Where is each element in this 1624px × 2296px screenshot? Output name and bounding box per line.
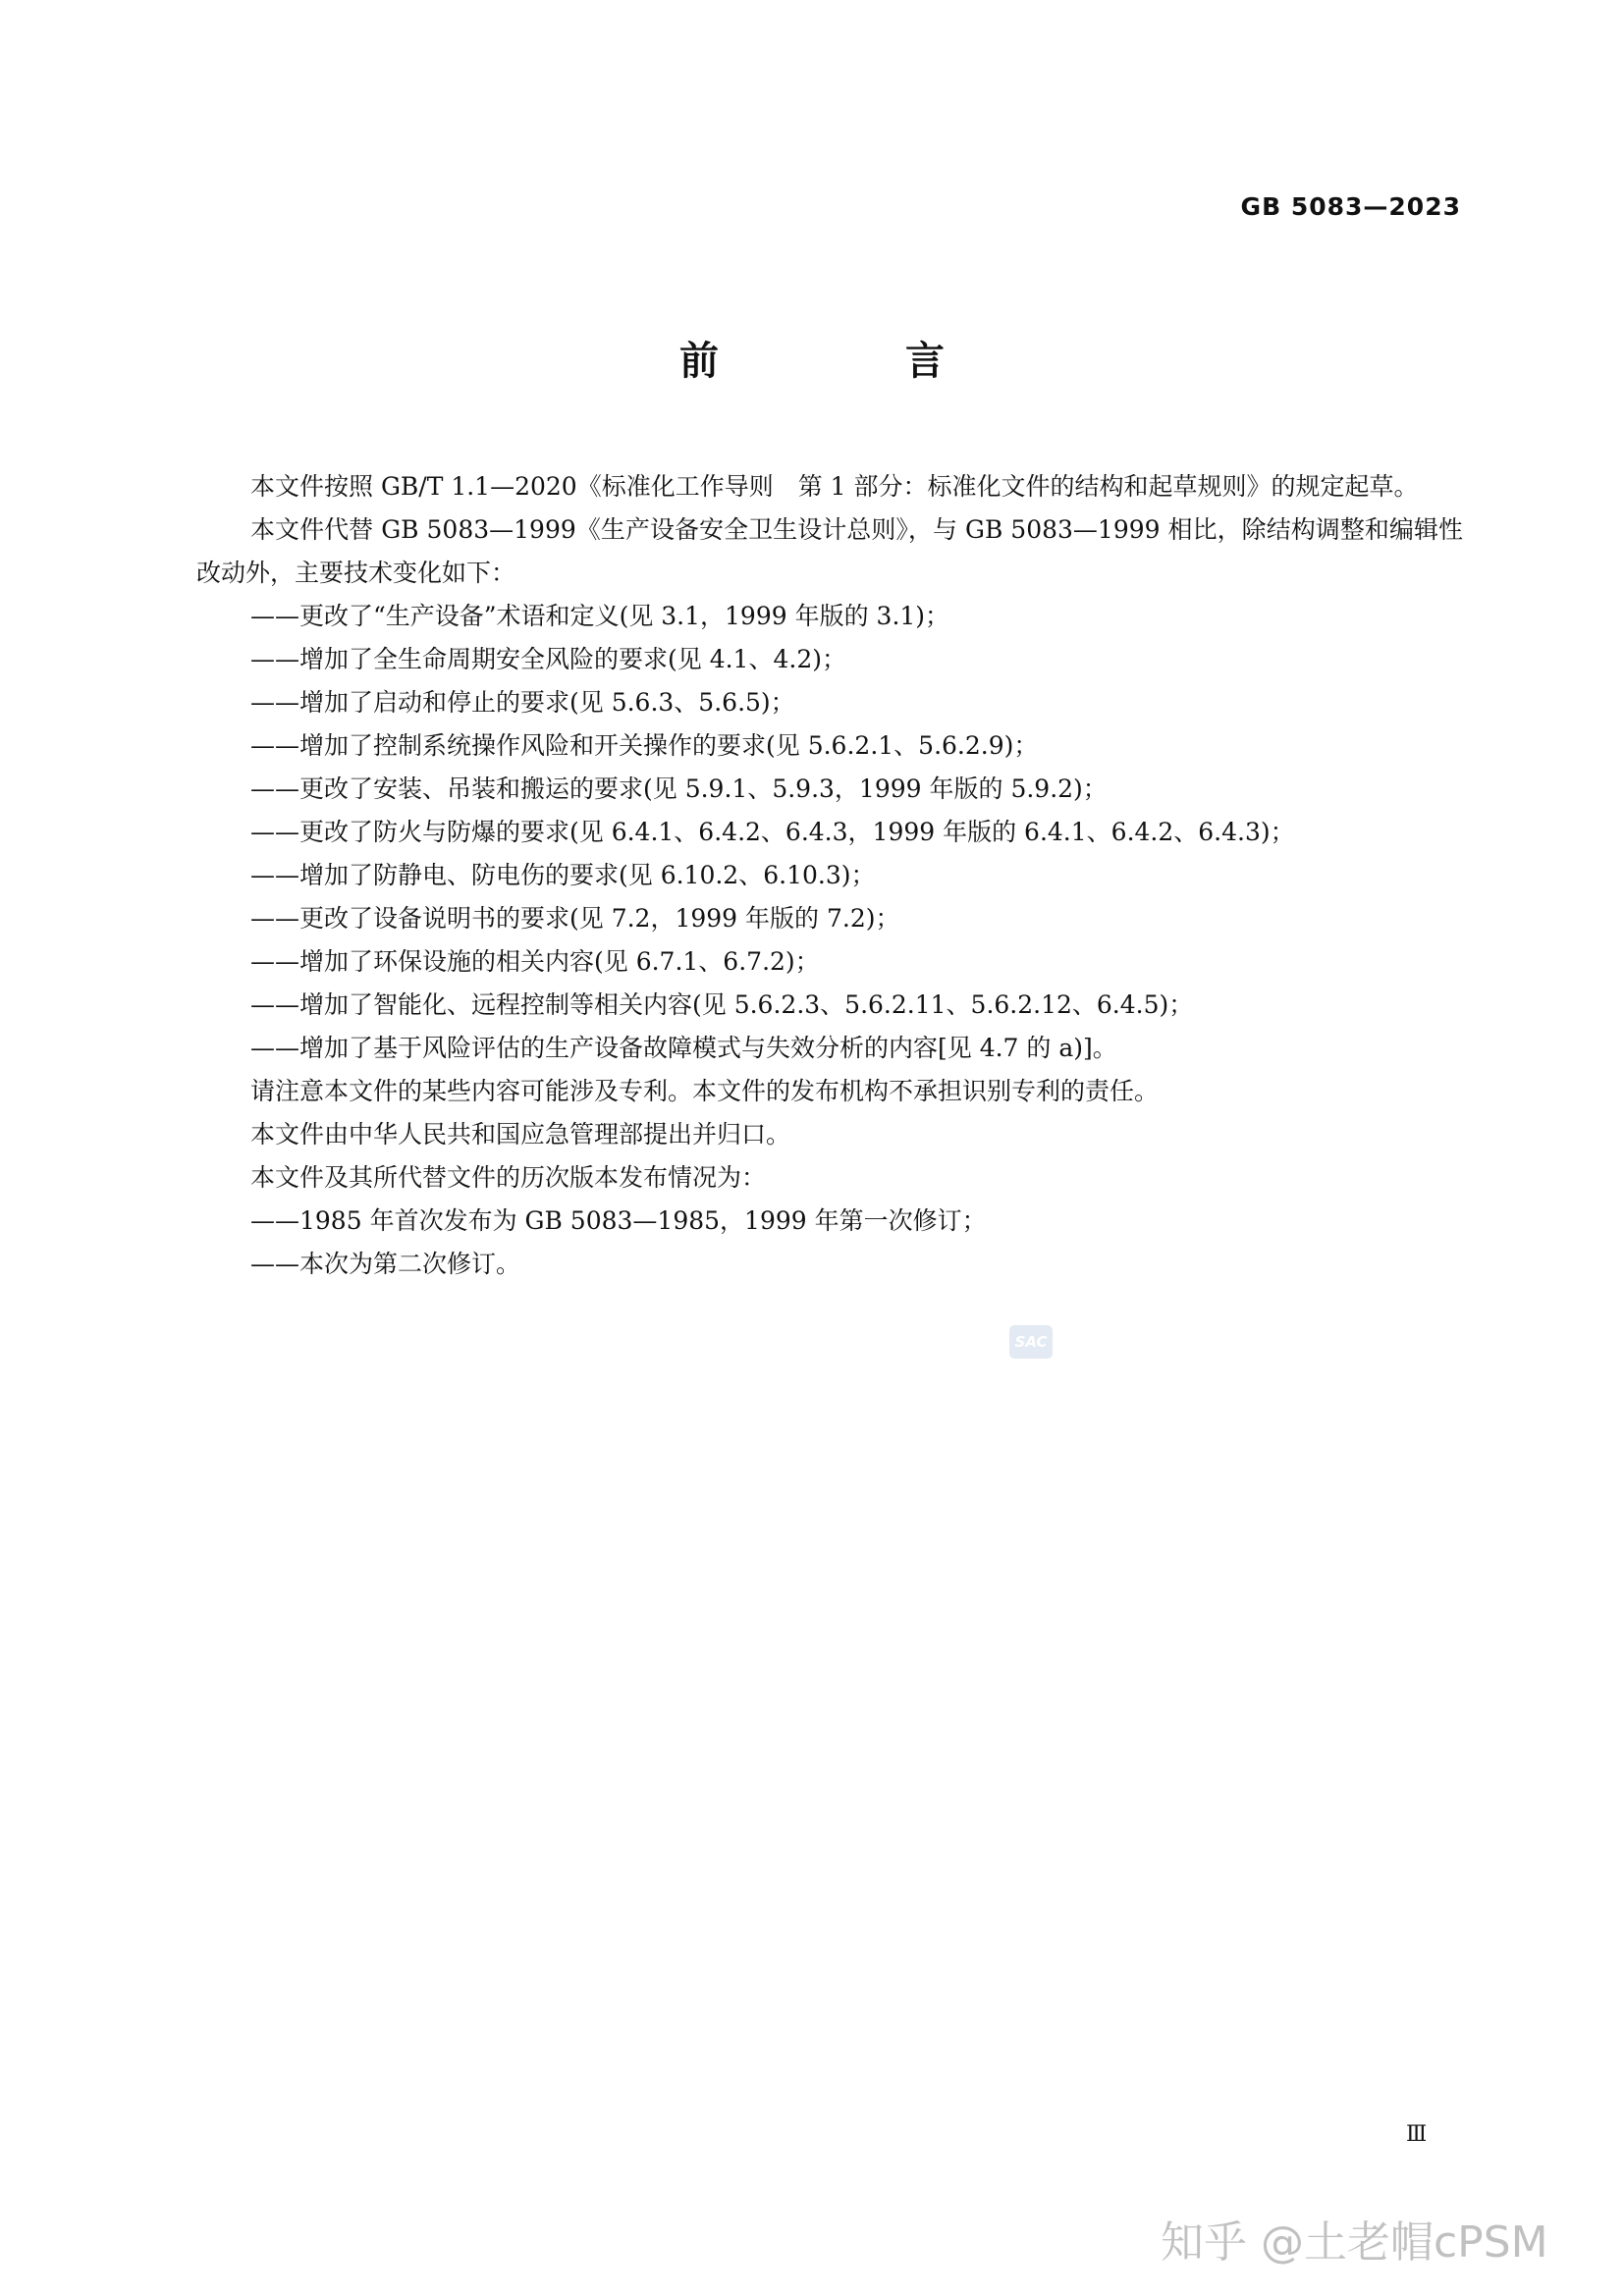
history-item: ——本次为第二次修订。 [250,1250,521,1278]
page-number: Ⅲ [1406,2122,1428,2147]
intro-paragraph: 本文件代替 GB 5083—1999《生产设备安全卫生设计总则》，与 GB 5083—1999 相比，除结构调整和编辑性改动外，主要技术变化如下： [196,515,1463,587]
page-title: 前 言 [679,339,1031,384]
change-item: ——增加了全生命周期安全风险的要求(见 4.1、4.2)； [250,645,846,673]
change-item: ——更改了“生产设备”术语和定义(见 3.1，1999 年版的 3.1)； [250,602,950,630]
intro-paragraph: 本文件按照 GB/T 1.1—2020《标准化工作导则 第 1 部分：标准化文件的结构和起草规则》的规定起草。 [250,472,1419,501]
change-item: ——增加了环保设施的相关内容(见 6.7.1、6.7.2)； [250,947,820,976]
change-item: ——增加了智能化、远程控制等相关内容(见 5.6.2.3、5.6.2.11、5.6.2.12、6.4.5)； [250,990,1194,1019]
standard-code: GB 5083—2023 [1240,192,1461,221]
change-item: ——增加了基于风险评估的生产设备故障模式与失效分析的内容[见 4.7 的 a)]。 [250,1034,1117,1062]
change-item: ——更改了防火与防爆的要求(见 6.4.1、6.4.2、6.4.3，1999 年版的 6.4.1、6.4.2、6.4.3)； [250,818,1295,846]
sac-watermark-icon: SAC [1009,1325,1053,1359]
change-item: ——增加了防静电、防电伤的要求(见 6.10.2、6.10.3)； [250,861,876,889]
change-item: ——更改了安装、吊装和搬运的要求(见 5.9.1、5.9.3，1999 年版的 5.9.2)； [250,774,1108,803]
patent-notice: 请注意本文件的某些内容可能涉及专利。本文件的发布机构不承担识别专利的责任。 [250,1077,1160,1105]
proposer-statement: 本文件由中华人民共和国应急管理部提出并归口。 [250,1120,791,1148]
site-watermark: 知乎 @土老帽cPSM [1161,2217,1548,2268]
history-intro: 本文件及其所代替文件的历次版本发布情况为： [250,1163,767,1192]
foreword-body [196,465,1463,1286]
change-item: ——更改了设备说明书的要求(见 7.2，1999 年版的 7.2)； [250,904,900,933]
history-item: ——1985 年首次发布为 GB 5083—1985，1999 年第一次修订； [250,1206,987,1235]
change-item: ——增加了控制系统操作风险和开关操作的要求(见 5.6.2.1、5.6.2.9)； [250,731,1039,760]
change-item: ——增加了启动和停止的要求(见 5.6.3、5.6.5)； [250,688,795,717]
